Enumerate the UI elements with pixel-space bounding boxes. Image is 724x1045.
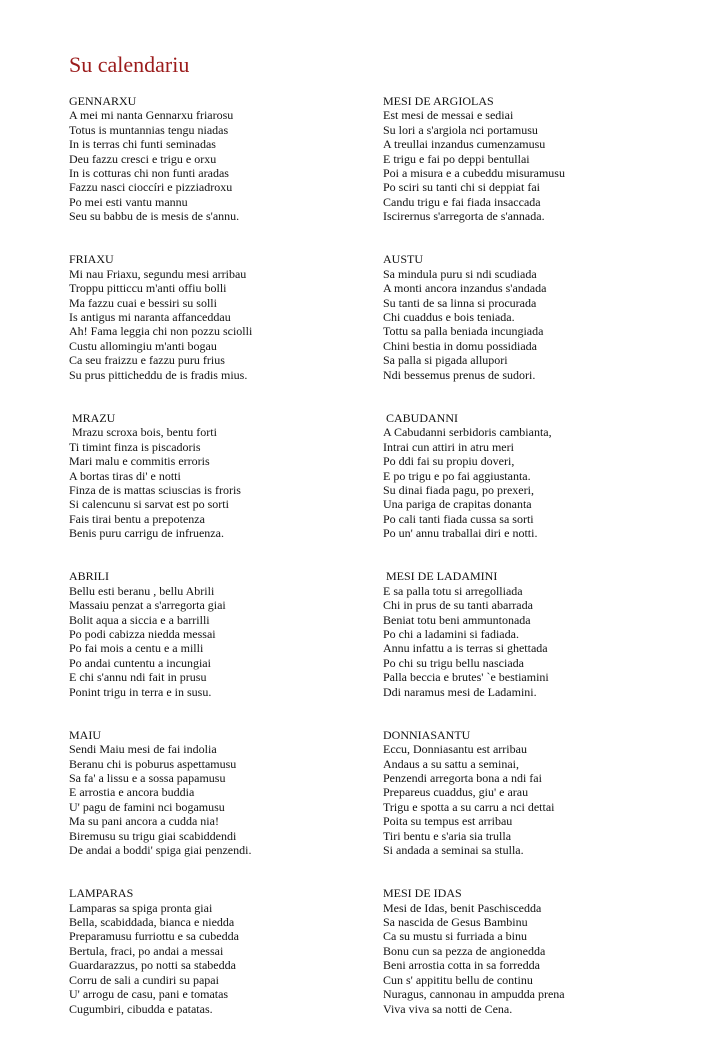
verse-line: Benis puru carrigu de infruenza. <box>69 526 224 541</box>
verse-line: Sa nascida de Gesus Bambinu <box>383 915 528 930</box>
poem-stanza <box>383 94 683 224</box>
verse-line: Intrai cun attiri in atru meri <box>383 439 514 454</box>
verse-line: Ma su pani ancora a cudda nia! <box>69 814 219 829</box>
verse-line: Andaus a su sattu a seminai, <box>383 756 519 771</box>
verse-line: Seu su babbu de is mesis de s'annu. <box>69 209 240 224</box>
poem-stanza <box>383 252 683 382</box>
verse-line: Beni arrostia cotta in sa forredda <box>383 958 540 973</box>
verse-line: Mi nau Friaxu, segundu mesi arribau <box>69 266 247 281</box>
verse-line: A monti ancora inzandus s'andada <box>383 281 547 296</box>
month-heading: LAMPARAS <box>69 886 134 901</box>
poem-stanza <box>69 411 369 541</box>
verse-line: Bellu esti beranu , bellu Abrili <box>69 583 215 598</box>
verse-line: Su lori a s'argiola nci portamusu <box>383 122 538 137</box>
verse-line: Po andai cuntentu a incungiai <box>69 655 211 670</box>
poem-stanza <box>69 94 369 224</box>
verse-line: U' arrogu de casu, pani e tomatas <box>69 987 229 1002</box>
verse-line: Trigu e spotta a su carru a nci dettai <box>383 799 555 814</box>
poem-stanza <box>69 252 369 382</box>
verse-line: Po chi a ladamini si fadiada. <box>383 626 519 641</box>
verse-line: Ndi bessemus prenus de sudori. <box>383 367 536 382</box>
verse-line: Tottu sa palla beniada incungiada <box>383 324 544 339</box>
verse-line: Una pariga de crapitas donanta <box>383 497 532 512</box>
verse-line: Bolit aqua a siccia e a barrilli <box>69 612 210 627</box>
month-heading: MRAZU <box>69 410 116 425</box>
verse-line: E chi s'annu ndi fait in prusu <box>69 670 207 685</box>
verse-line: Sa mindula puru si ndi scudiada <box>383 266 537 281</box>
verse-line: Bella, scabiddada, bianca e niedda <box>69 915 235 930</box>
verse-line: Beniat totu beni ammuntonada <box>383 612 531 627</box>
verse-line: Guardarazzus, po notti sa stabedda <box>69 958 236 973</box>
verse-line: E trigu e fai po deppi bentullai <box>383 151 530 166</box>
verse-line: Troppu pitticcu m'anti offiu bolli <box>69 281 227 296</box>
month-heading: AUSTU <box>383 252 424 267</box>
page-title: Su calendariu <box>69 52 190 77</box>
verse-line: Prepareus cuaddus, giu' e arau <box>383 785 529 800</box>
verse-line: Ah! Fama leggia chi non pozzu sciolli <box>69 324 253 339</box>
month-heading: FRIAXU <box>69 252 114 267</box>
verse-line: E arrostia e ancora buddia <box>69 785 195 800</box>
verse-line: Si calencunu si sarvat est po sorti <box>69 497 229 512</box>
verse-line: Eccu, Donniasantu est arribau <box>383 742 527 757</box>
verse-line: Po chi su trigu bellu nasciada <box>383 655 524 670</box>
month-heading: MAIU <box>69 727 101 742</box>
verse-line: Penzendi arregorta bona a ndi fai <box>383 771 542 786</box>
verse-line: In is terras chi funti seminadas <box>69 137 216 152</box>
poem-stanza <box>69 886 369 1016</box>
verse-line: Po sciri su tanti chi si deppiat fai <box>383 180 540 195</box>
month-heading: DONNIASANTU <box>383 727 471 742</box>
verse-line: E sa palla totu si arregolliada <box>383 583 523 598</box>
verse-line: Poita su tempus est arribau <box>383 814 513 829</box>
verse-line: Po fai mois a centu e a milli <box>69 641 204 656</box>
verse-line: Beranu chi is poburus aspettamusu <box>69 756 237 771</box>
verse-line: Fais tirai bentu a prepotenza <box>69 511 205 526</box>
month-heading: ABRILI <box>69 569 109 584</box>
verse-line: Corru de sali a cundiri su papai <box>69 972 219 987</box>
month-heading: MESI DE ARGIOLAS <box>383 94 494 108</box>
verse-line: Cun s' appititu bellu de continu <box>383 972 533 987</box>
verse-line: Palla beccia e brutes' `e bestiamini <box>383 670 549 685</box>
right-column <box>383 94 683 1045</box>
verse-line: Po cali tanti fiada cussa sa sorti <box>383 511 534 526</box>
verse-line: A treullai inzandus cumenzamusu <box>383 137 546 152</box>
verse-line: Su dinai fiada pagu, po prexeri, <box>383 482 534 497</box>
poem-stanza <box>383 886 683 1016</box>
month-heading: MESI DE IDAS <box>383 886 462 901</box>
verse-line: A Cabudanni serbidoris cambianta, <box>383 425 552 440</box>
verse-line: U' pagu de famini nci bogamusu <box>69 799 225 814</box>
verse-line: Custu allomingiu m'anti bogau <box>69 338 217 353</box>
verse-line: Ponint trigu in terra e in susu. <box>69 684 212 699</box>
verse-line: E po trigu e po fai aggiustanta. <box>383 468 531 483</box>
verse-line: Chi cuaddus e bois teniada. <box>383 310 515 325</box>
verse-line: Po un' annu traballai diri e notti. <box>383 526 538 541</box>
verse-line: De andai a boddi' spiga giai penzendi. <box>69 843 252 858</box>
verse-line: Tiri bentu e s'aria sia trulla <box>383 828 512 843</box>
poem-stanza <box>69 569 369 699</box>
poem-stanza <box>383 411 683 541</box>
verse-line: Nuragus, cannonau in ampudda prena <box>383 987 565 1002</box>
verse-line: Sa palla si pigada allupori <box>383 353 508 368</box>
verse-line: Chini bestia in domu possidiada <box>383 338 537 353</box>
verse-line: Mari malu e commitis erroris <box>69 454 210 469</box>
verse-line: Sa fa' a lissu e a sossa papamusu <box>69 771 226 786</box>
verse-line: Po mei esti vantu mannu <box>69 194 188 209</box>
verse-line: Finza de is mattas sciuscias is froris <box>69 482 241 497</box>
month-heading: MESI DE LADAMINI <box>383 569 498 584</box>
poem-stanza <box>69 728 369 858</box>
verse-line: Bertula, fraci, po andai a messai <box>69 943 224 958</box>
verse-line: Sendi Maiu mesi de fai indolia <box>69 742 217 757</box>
verse-line: Mrazu scroxa bois, bentu forti <box>69 425 217 440</box>
verse-line: Chi in prus de su tanti abarrada <box>383 598 533 613</box>
verse-line: Cugumbiri, cibudda e patatas. <box>69 1001 213 1016</box>
month-heading: CABUDANNI <box>383 410 458 425</box>
verse-line: In is cotturas chi non funti aradas <box>69 166 229 181</box>
verse-line: Annu infattu a is terras si ghettada <box>383 641 548 656</box>
poem-stanza <box>383 728 683 858</box>
verse-line: A mei mi nanta Gennarxu friarosu <box>69 108 234 123</box>
verse-line: Po podi cabizza niedda messai <box>69 626 216 641</box>
verse-line: Ti timint finza is piscadoris <box>69 439 201 454</box>
verse-line: Biremusu su trigu giai scabiddendi <box>69 828 237 843</box>
verse-line: Viva viva sa notti de Cena. <box>383 1001 513 1016</box>
verse-line: Ddi naramus mesi de Ladamini. <box>383 684 537 699</box>
month-heading: GENNARXU <box>69 94 137 108</box>
verse-line: Ma fazzu cuai e bessiri su solli <box>69 295 217 310</box>
verse-line: Iscirernus s'arregorta de s'annada. <box>383 209 545 224</box>
verse-line: Po ddi fai su propiu doveri, <box>383 454 515 469</box>
verse-line: Deu fazzu cresci e trigu e orxu <box>69 151 217 166</box>
verse-line: Ca seu fraizzu e fazzu puru frius <box>69 353 225 368</box>
verse-line: Lamparas sa spiga pronta giai <box>69 900 213 915</box>
verse-line: Est mesi de messai e sediai <box>383 108 514 123</box>
verse-line: Su tanti de sa linna si procurada <box>383 295 537 310</box>
verse-line: Mesi de Idas, benit Paschiscedda <box>383 900 542 915</box>
verse-line: Fazzu nasci cioccíri e pizziadroxu <box>69 180 233 195</box>
verse-line: Totus is muntannias tengu niadas <box>69 122 229 137</box>
verse-line: Bonu cun sa pezza de angionedda <box>383 943 546 958</box>
verse-line: Massaiu penzat a s'arregorta giai <box>69 598 226 613</box>
verse-line: Ca su mustu si furriada a binu <box>383 929 527 944</box>
verse-line: Preparamusu furriottu e sa cubedda <box>69 929 239 944</box>
poem-stanza <box>383 569 683 699</box>
verse-line: Candu trigu e fai fiada insaccada <box>383 194 541 209</box>
verse-line: A bortas tiras di' e notti <box>69 468 181 483</box>
left-column <box>69 94 369 1045</box>
verse-line: Poi a misura e a cubeddu misuramusu <box>383 166 565 181</box>
verse-line: Is antigus mi naranta affanceddau <box>69 310 231 325</box>
verse-line: Si andada a seminai sa stulla. <box>383 843 524 858</box>
verse-line: Su prus pitticheddu de is fradis mius. <box>69 367 248 382</box>
